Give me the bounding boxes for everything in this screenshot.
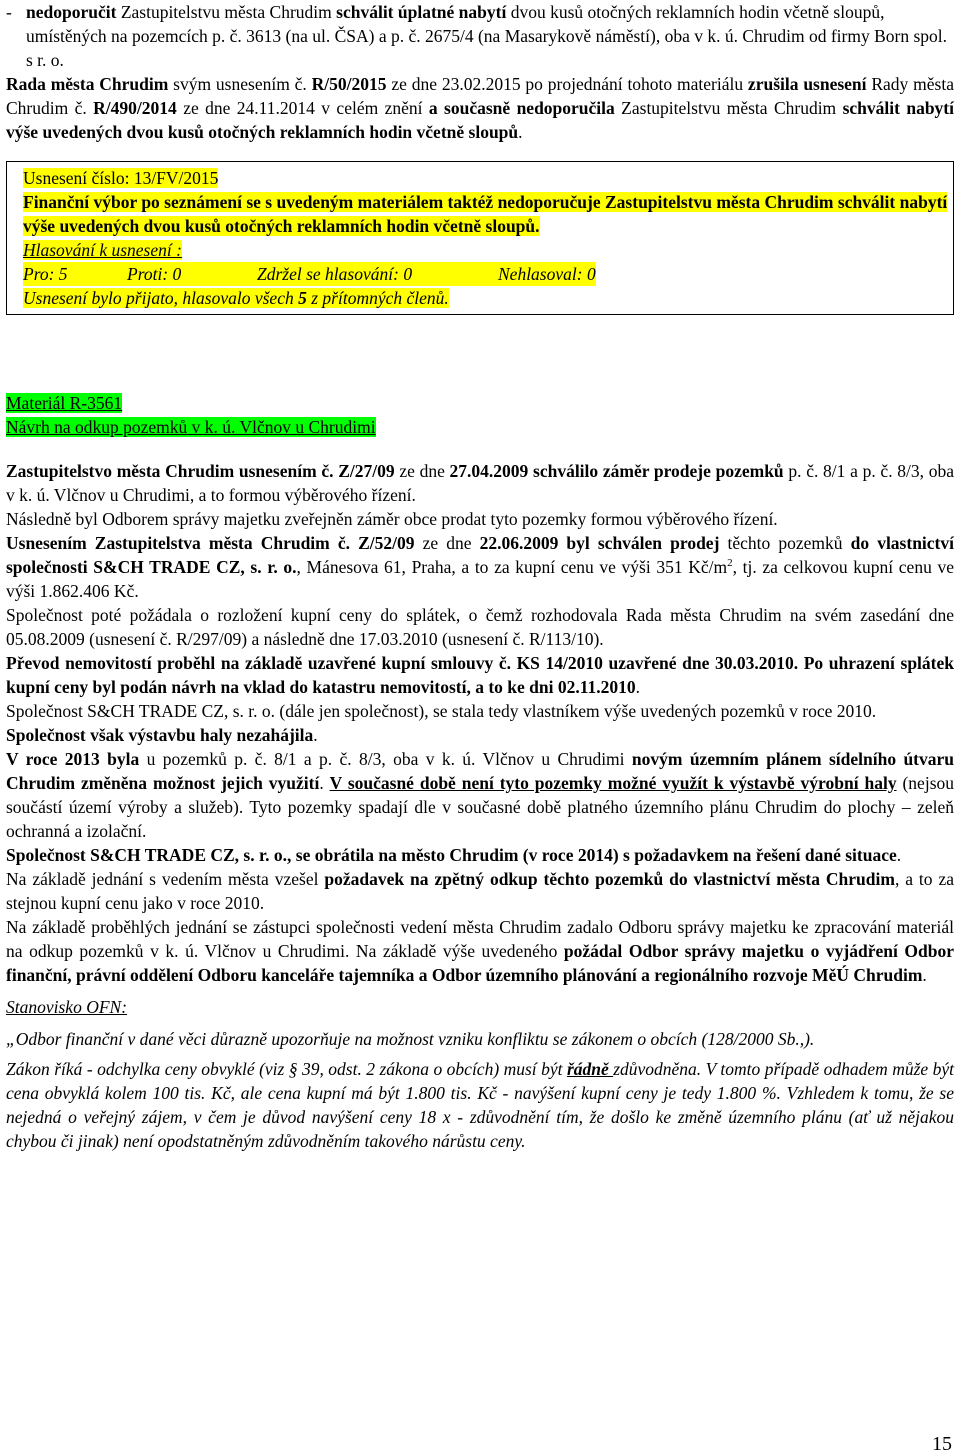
paragraph: V roce 2013 byla u pozemků p. č. 8/1 a p. č. 8/3, oba v k. ú. Vlčnov u Chrudimi novým územním plánem sídelního útvaru Chrudim změněna možnost jejich využití. V současné době není tyto pozemky možné využít k výstavbě výrobní haly (nejsou součástí území výroby a služeb). Tyto pozemky spadají dle v současné době platného územního plánu Chrudim do plochy – zeleň ochranná a izolační. bbox=[6, 749, 955, 841]
text: Rady města Chrudim č. bbox=[6, 74, 954, 118]
resolution-title: Usnesení číslo: 13/FV/2015 bbox=[23, 168, 219, 188]
text: Zastupitelstvu města Chrudim bbox=[614, 98, 843, 118]
bold-text: a současně nedoporučila bbox=[428, 98, 615, 118]
paragraph: Na základě proběhlých jednání se zástupci společnosti vedení města Chrudim zadalo Odboru správy majetku ke zpracování materiál na odkup pozemků v k. ú. Vlčnov u Chrudimi. Na základě výše uvedeného požádal Odbor správy majetku o vyjádření Odbor finanční, právní oddělení Odboru kanceláře tajemníka a Odbor územního plánování a regionálního rozvoje MěÚ Chrudim. bbox=[6, 917, 955, 985]
vote-abstain: Zdržel se hlasování: 0 bbox=[257, 262, 498, 286]
paragraph: Společnost S&CH TRADE CZ, s. r. o., se obrátila na město Chrudim (v roce 2014) s požadavkem na řešení dané situace. bbox=[6, 845, 902, 865]
document-page bbox=[6, 0, 954, 1153]
paragraph: Převod nemovitostí proběhl na základě uzavřené kupní smlouvy č. KS 14/2010 uzavřené dne 30.03.2010. Po uhrazení splátek kupní ceny byl podán návrh na vklad do katastru nemovitostí, a to ke dni 02.11.2010. bbox=[6, 653, 954, 697]
resolution-box bbox=[6, 161, 954, 315]
bullet-item bbox=[6, 0, 954, 72]
paragraph: Zastupitelstvo města Chrudim usnesením č. Z/27/09 ze dne 27.04.2009 schválilo záměr prodeje pozemků p. č. 8/1 a p. č. 8/3, oba v k. ú. Vlčnov u Chrudimi, a to formou výběrového řízení. bbox=[6, 461, 954, 505]
text: svým usnesením č. bbox=[168, 74, 312, 94]
bold-text: Rada města Chrudim bbox=[6, 74, 169, 94]
quote-paragraph: „Odbor finanční v dané věci důrazně upozorňuje na možnost vzniku konfliktu se zákonem o obcích (128/2000 Sb.,). bbox=[6, 1029, 815, 1049]
bullet-dash: - bbox=[6, 2, 12, 22]
text: ze dne 24.11.2014 v celém znění bbox=[176, 98, 429, 118]
paragraph: Společnost poté požádala o rozložení kupní ceny do splátek, o čemž rozhodovala Rada města Chrudim na svém zasedání dne 05.08.2009 (usnesení č. R/297/09) a následně dne 17.03.2010 (usnesení č. R/113/10). bbox=[6, 605, 954, 649]
resolution-body: Finanční výbor po seznámení se s uvedeným materiálem taktéž nedoporučuje Zastupitelstvu města Chrudim schválit nabytí výše uvedených dvou kusů otočných reklamních hodin včetně sloupů. bbox=[23, 192, 948, 236]
bold-text: R/490/2014 bbox=[93, 98, 177, 118]
bullet-paragraph bbox=[26, 0, 954, 72]
bold-text: R/50/2015 bbox=[311, 74, 387, 94]
bold-text: schválit nabytí výše uvedených dvou kusů otočných reklamních hodin včetně sloupů bbox=[6, 98, 954, 142]
paragraph: Společnost však výstavbu haly nezahájila. bbox=[6, 725, 318, 745]
page-number: 15 bbox=[932, 1433, 952, 1455]
text: dvou kusů otočných reklamních hodin včetně sloupů, umístěných na pozemcích p. č. 3613 (na ul. ČSA) a p. č. 2675/4 (na Masarykově náměstí), oba v k. ú. Chrudim od firmy Born spol. s r. o. bbox=[26, 2, 948, 70]
stanovisko-label: Stanovisko OFN: bbox=[6, 997, 128, 1017]
text: Zastupitelstvu města Chrudim bbox=[116, 2, 337, 22]
paragraph: Usnesením Zastupitelstva města Chrudim č. Z/52/09 ze dne 22.06.2009 byl schválen prodej těchto pozemků do vlastnictví společnosti S&CH TRADE CZ, s. r. o., Mánesova 61, Praha, a to za kupní cenu ve výši 351 $Kč/m^2$, tj. za celkovou kupní cenu ve výši 1.862.406 Kč. bbox=[6, 533, 954, 601]
vote-proti: Proti: 0 bbox=[127, 262, 257, 286]
bold-text: schválit úplatné nabytí bbox=[336, 2, 507, 22]
bold-text: nedoporučit bbox=[26, 2, 117, 22]
vote-heading: Hlasování k usnesení : bbox=[23, 240, 182, 260]
resolution-result: Usnesení bylo přijato, hlasovalo všech 5 z přítomných členů. bbox=[23, 288, 449, 308]
council-paragraph bbox=[6, 72, 954, 144]
text: . bbox=[518, 122, 523, 142]
bold-text: zrušila usnesení bbox=[747, 74, 867, 94]
vote-line bbox=[23, 262, 949, 286]
material-id: Materiál R-3561 bbox=[6, 393, 123, 413]
vote-pro: Pro: 5 bbox=[23, 262, 127, 286]
text: ze dne 23.02.2015 po projednání tohoto materiálu bbox=[386, 74, 748, 94]
vote-not-voted: Nehlasoval: 0 bbox=[498, 264, 596, 284]
material-title: Návrh na odkup pozemků v k. ú. Vlčnov u Chrudimi bbox=[6, 417, 376, 437]
paragraph: Na základě jednání s vedením města vzešel požadavek na zpětný odkup těchto pozemků do vlastnictví města Chrudim, a to za stejnou kupní cenu jako v roce 2010. bbox=[6, 869, 954, 913]
paragraph: Společnost S&CH TRADE CZ, s. r. o. (dále jen společnost), se stala tedy vlastníkem výše uvedených pozemků v roce 2010. bbox=[6, 701, 877, 721]
quote-paragraph: Zákon říká - odchylka ceny obvyklé (viz § 39, odst. 2 zákona o obcích) musí být řádně zdůvodněna. V tomto případě odhadem může být cena obvyklá kolem 100 tis. Kč, ale cena kupní má být 1.800 tis. Kč - navýšení kupní ceny je tedy 1.800 %. Vzhledem k tomu, že se nejedná o veřejný zájem, v čem je důvod navýšení ceny 18 x - zdůvodnění tím, že došlo ke změně územního plánu (ať už nějakou chybou či jinak) není opodstatněným zdůvodněním takového nárůstu ceny. bbox=[6, 1059, 955, 1151]
paragraph: Následně byl Odborem správy majetku zveřejněn záměr obce prodat tyto pozemky formou výběrového řízení. bbox=[6, 509, 778, 529]
